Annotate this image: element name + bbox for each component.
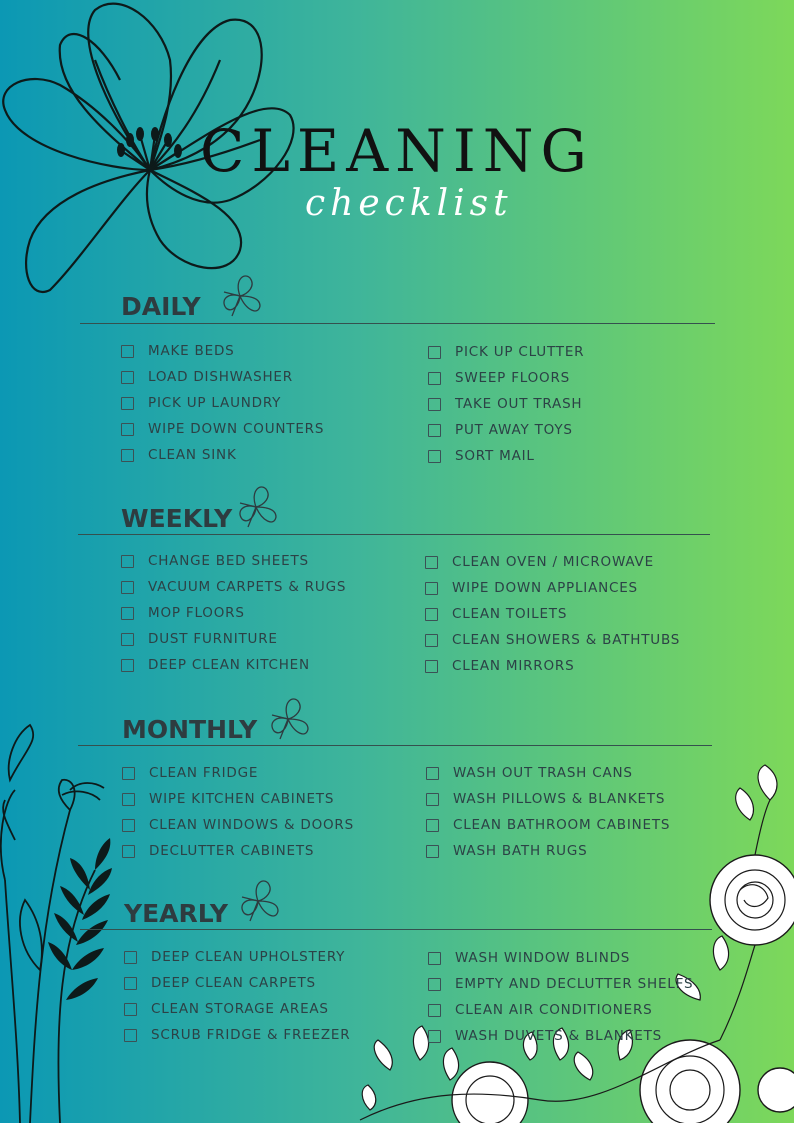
checkbox[interactable] xyxy=(121,581,134,594)
checklist-item[interactable] xyxy=(426,764,633,782)
page-title: CLEANING xyxy=(200,117,594,185)
item-label: DEEP CLEAN CARPETS xyxy=(151,975,316,991)
checkbox[interactable] xyxy=(428,1004,441,1017)
checkbox[interactable] xyxy=(121,449,134,462)
checklist-item[interactable] xyxy=(425,605,567,623)
page-subtitle: checklist xyxy=(305,183,513,224)
checklist-item[interactable] xyxy=(124,1026,350,1044)
item-label: VACUUM CARPETS & RUGS xyxy=(148,579,347,595)
checkbox[interactable] xyxy=(124,1029,137,1042)
checkbox[interactable] xyxy=(122,767,135,780)
checklist-item[interactable] xyxy=(426,790,665,808)
section-divider xyxy=(78,534,710,535)
section-title: DAILY xyxy=(121,292,201,321)
checkbox[interactable] xyxy=(122,845,135,858)
checklist-item[interactable] xyxy=(428,343,584,361)
checklist-item[interactable] xyxy=(428,395,582,413)
checkbox[interactable] xyxy=(121,397,134,410)
item-label: TAKE OUT TRASH xyxy=(455,396,583,412)
item-label: DEEP CLEAN UPHOLSTERY xyxy=(151,949,346,965)
checklist-item[interactable] xyxy=(121,368,293,386)
section-title: WEEKLY xyxy=(121,504,233,533)
checkbox[interactable] xyxy=(425,608,438,621)
checklist-item[interactable] xyxy=(122,790,334,808)
checklist-item[interactable] xyxy=(122,842,314,860)
checkbox[interactable] xyxy=(428,346,441,359)
item-label: CLEAN SINK xyxy=(148,447,237,463)
checklist-item[interactable] xyxy=(122,764,258,782)
item-label: DUST FURNITURE xyxy=(148,631,278,647)
item-label: LOAD DISHWASHER xyxy=(148,369,293,385)
butterfly-icon xyxy=(262,693,314,745)
checkbox[interactable] xyxy=(121,659,134,672)
section-divider xyxy=(78,745,712,746)
item-label: MOP FLOORS xyxy=(148,605,245,621)
item-label: DEEP CLEAN KITCHEN xyxy=(148,657,310,673)
checklist-item[interactable] xyxy=(124,974,316,992)
checklist-item[interactable] xyxy=(121,604,245,622)
checklist-item[interactable] xyxy=(428,369,570,387)
checkbox[interactable] xyxy=(124,951,137,964)
item-label: PUT AWAY TOYS xyxy=(455,422,573,438)
checkbox[interactable] xyxy=(121,555,134,568)
checkbox[interactable] xyxy=(124,977,137,990)
item-label: CLEAN MIRRORS xyxy=(452,658,575,674)
butterfly-icon xyxy=(230,481,282,533)
item-label: WIPE KITCHEN CABINETS xyxy=(149,791,335,807)
section-title: MONTHLY xyxy=(122,715,258,744)
item-label: CLEAN FRIDGE xyxy=(149,765,259,781)
checkbox[interactable] xyxy=(425,660,438,673)
item-label: CLEAN SHOWERS & BATHTUBS xyxy=(452,632,681,648)
checklist-item[interactable] xyxy=(121,656,310,674)
checkbox[interactable] xyxy=(426,793,439,806)
item-label: CLEAN WINDOWS & DOORS xyxy=(149,817,354,833)
checkbox[interactable] xyxy=(428,1030,441,1043)
checkbox[interactable] xyxy=(428,372,441,385)
checklist-item[interactable] xyxy=(428,1001,653,1019)
checkbox[interactable] xyxy=(426,767,439,780)
checklist-item[interactable] xyxy=(428,421,573,439)
item-label: CLEAN BATHROOM CABINETS xyxy=(453,817,671,833)
checklist-item[interactable] xyxy=(121,578,346,596)
checkbox[interactable] xyxy=(122,793,135,806)
item-label: WIPE DOWN APPLIANCES xyxy=(452,580,638,596)
item-label: CHANGE BED SHEETS xyxy=(148,553,309,569)
checkbox[interactable] xyxy=(121,633,134,646)
checklist-item[interactable] xyxy=(121,420,324,438)
item-label: EMPTY AND DECLUTTER SHELFS xyxy=(455,976,694,992)
item-label: WASH OUT TRASH CANS xyxy=(453,765,633,781)
item-label: SWEEP FLOORS xyxy=(455,370,571,386)
item-label: WASH PILLOWS & BLANKETS xyxy=(453,791,666,807)
checkbox[interactable] xyxy=(121,371,134,384)
rose-illustration-bottom-right xyxy=(360,760,794,1123)
item-label: PICK UP LAUNDRY xyxy=(148,395,282,411)
item-label: WIPE DOWN COUNTERS xyxy=(148,421,325,437)
checkbox[interactable] xyxy=(428,978,441,991)
section-divider xyxy=(80,929,712,930)
checkbox[interactable] xyxy=(121,345,134,358)
section-title: YEARLY xyxy=(124,899,228,928)
checklist-item[interactable] xyxy=(124,1000,329,1018)
checklist-item[interactable] xyxy=(121,394,281,412)
checkbox[interactable] xyxy=(428,450,441,463)
item-label: PICK UP CLUTTER xyxy=(455,344,585,360)
item-label: CLEAN STORAGE AREAS xyxy=(151,1001,329,1017)
checkbox[interactable] xyxy=(428,952,441,965)
checkbox[interactable] xyxy=(428,398,441,411)
item-label: SORT MAIL xyxy=(455,448,535,464)
item-label: MAKE BEDS xyxy=(148,343,235,359)
item-label: SCRUB FRIDGE & FREEZER xyxy=(151,1027,351,1043)
wildflower-illustration-bottom-left xyxy=(0,720,120,1123)
checklist-item[interactable] xyxy=(425,553,654,571)
checklist-item[interactable] xyxy=(121,342,235,360)
butterfly-icon xyxy=(214,270,266,322)
checklist-item[interactable] xyxy=(121,446,237,464)
checkbox[interactable] xyxy=(124,1003,137,1016)
checkbox[interactable] xyxy=(122,819,135,832)
butterfly-icon xyxy=(232,875,284,927)
checkbox[interactable] xyxy=(425,634,438,647)
checklist-item[interactable] xyxy=(428,447,535,465)
item-label: WASH BATH RUGS xyxy=(453,843,588,859)
checkbox[interactable] xyxy=(428,424,441,437)
item-label: WASH DUVETS & BLANKETS xyxy=(455,1028,663,1044)
checkbox[interactable] xyxy=(426,819,439,832)
checklist-item[interactable] xyxy=(428,975,693,993)
item-label: CLEAN AIR CONDITIONERS xyxy=(455,1002,653,1018)
section-divider xyxy=(80,323,715,324)
checkbox[interactable] xyxy=(425,556,438,569)
checklist-item[interactable] xyxy=(121,552,309,570)
checklist-item[interactable] xyxy=(425,579,638,597)
checkbox[interactable] xyxy=(121,607,134,620)
checklist-item[interactable] xyxy=(426,842,588,860)
checklist-item[interactable] xyxy=(428,949,630,967)
checklist-item[interactable] xyxy=(426,816,670,834)
checklist-item[interactable] xyxy=(121,630,278,648)
checklist-item[interactable] xyxy=(124,948,345,966)
checklist-item[interactable] xyxy=(428,1027,662,1045)
checklist-item[interactable] xyxy=(122,816,354,834)
item-label: CLEAN TOILETS xyxy=(452,606,568,622)
checkbox[interactable] xyxy=(121,423,134,436)
item-label: WASH WINDOW BLINDS xyxy=(455,950,631,966)
checkbox[interactable] xyxy=(426,845,439,858)
item-label: CLEAN OVEN / MICROWAVE xyxy=(452,554,654,570)
item-label: DECLUTTER CABINETS xyxy=(149,843,315,859)
checklist-item[interactable] xyxy=(425,631,680,649)
checklist-item[interactable] xyxy=(425,657,574,675)
checkbox[interactable] xyxy=(425,582,438,595)
